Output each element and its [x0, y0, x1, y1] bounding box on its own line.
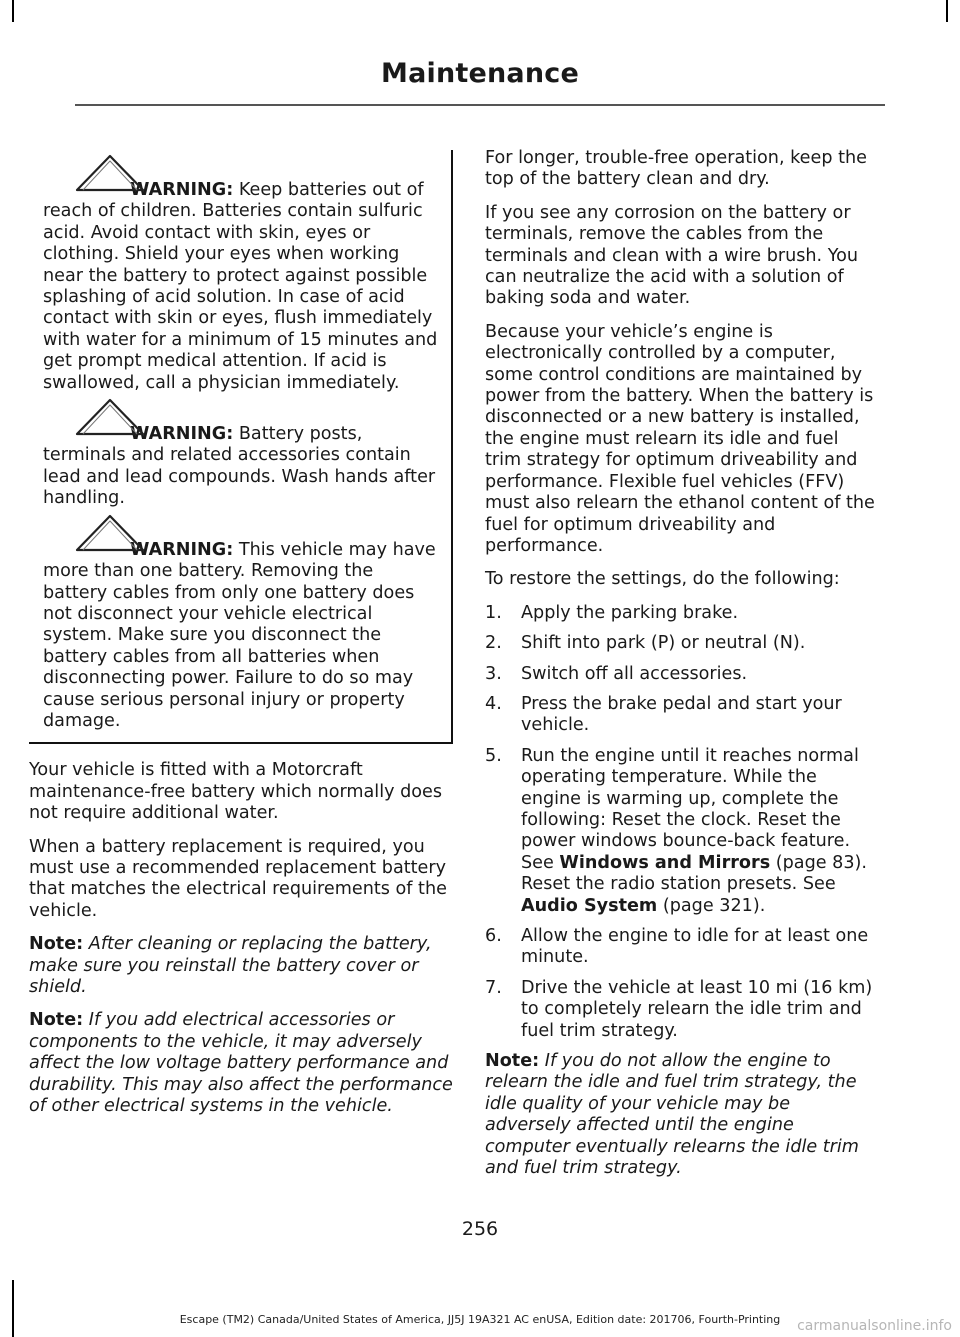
note — [29, 1010, 453, 1117]
step-number: 2. — [485, 633, 502, 654]
step-text: Drive the vehicle at least 10 mi (16 km) to completely relearn the idle trim and fuel trim strategy. — [521, 977, 873, 1041]
right-column — [485, 148, 880, 1191]
warning-label: WARNING: — [130, 180, 234, 200]
step-text: Switch off all accessories. — [521, 663, 748, 684]
header-divider — [75, 104, 885, 106]
crop-mark-top-left — [12, 0, 14, 22]
warning-label: WARNING: — [130, 539, 234, 560]
watermark: carmanualsonline.info — [797, 1318, 952, 1334]
left-body — [27, 760, 453, 1117]
warning-label: WARNING: — [130, 424, 234, 445]
note-text: If you do not allow the engine to relearn the idle and fuel trim strategy, the idle quality of your vehicle may be adversely affected until the engine computer eventually relearns the idle trim and fuel trim strategy. — [485, 1051, 859, 1179]
step-number: 5. — [485, 745, 502, 766]
step-number: 6. — [485, 926, 502, 946]
paragraph: For longer, trouble-free operation, keep the top of the battery clean and dry. — [485, 148, 867, 190]
step-text: Allow the engine to idle for at least one minute. — [521, 926, 869, 968]
warning-block — [43, 540, 443, 733]
audio-system-link[interactable]: Audio System — [521, 895, 658, 916]
paragraph: To restore the settings, do the following: — [485, 569, 840, 590]
warning-triangle-icon — [73, 513, 147, 553]
warning-block — [43, 424, 443, 510]
step-text: Apply the parking brake. — [521, 602, 739, 623]
step-text: Shift into park (P) or neutral (N). — [521, 633, 806, 654]
paragraph: When a battery replacement is required, you must use a recommended replacement battery that matches the electrical requirements of the vehicle. — [29, 836, 447, 921]
warning-box — [29, 150, 453, 744]
warning-triangle-icon — [73, 397, 147, 437]
list-item — [485, 633, 880, 654]
paragraph: Because your vehicle’s engine is electronically controlled by a computer, some control conditions are maintained by power from the battery. When the battery is disconnected or a new battery is installed, the engine must relearn its idle and fuel trim strategy for optimum driveability and performance. Flexible fuel vehicles (FFV) must also relearn the ethanol content of the fuel for optimum driveability and performance. — [485, 321, 875, 556]
list-item — [485, 746, 880, 917]
paragraph: If you see any corrosion on the battery or terminals, remove the cables from the terminals and clean with a wire brush. You can neutralize the acid with a solution of baking soda and water. — [485, 202, 859, 309]
list-item — [485, 664, 880, 685]
page-title: Maintenance — [381, 58, 579, 89]
warning-text: Battery posts, terminals and related accessories contain lead and lead compounds. Wash hands after handling. — [43, 424, 436, 509]
step-text: (page 83). Reset the radio station presets. See — [521, 852, 868, 895]
list-item — [485, 694, 880, 737]
step-text: Press the brake pedal and start your vehicle. — [521, 693, 842, 736]
step-number: 7. — [485, 977, 502, 998]
crop-mark-top-right — [946, 0, 948, 22]
left-column — [27, 150, 453, 1129]
note-label: Note: — [29, 934, 84, 955]
list-item — [485, 926, 880, 969]
crop-mark-bottom-left — [12, 1280, 14, 1337]
windows-and-mirrors-link[interactable]: Windows and Mirrors — [559, 852, 771, 873]
note-text: If you add electrical accessories or components to the vehicle, it may adversely affect the low voltage battery performance and durability. This may also affect the performance of other electrical systems in the vehicle. — [29, 1010, 453, 1117]
step-number: 1. — [485, 602, 502, 623]
warning-text: Keep batteries out of reach of children. Batteries contain sulfuric acid. Avoid contact with skin, eyes or clothing. Shield your eyes when working near the battery to protect against possible splashing of acid solution. In case of acid contact with skin or eyes, flush immediately with water for a minimum of 15 minutes and get prompt medical attention. If acid is swallowed, call a physician immediately. — [43, 180, 438, 393]
restore-steps-list — [485, 603, 880, 1042]
note-label: Note: — [485, 1051, 540, 1072]
note-label: Note: — [29, 1010, 84, 1031]
warning-text: This vehicle may have more than one battery. Removing the battery cables from only one battery does not disconnect your vehicle electrical system. Make sure you disconnect the battery cables from all batteries when disconnecting power. Failure to do so may cause serious personal injury or property damage. — [43, 539, 436, 731]
note — [485, 1051, 880, 1179]
step-number: 3. — [485, 663, 502, 684]
warning-triangle-icon — [73, 153, 147, 193]
warning-block — [43, 180, 443, 394]
list-item — [485, 978, 880, 1042]
page-number: 256 — [461, 1218, 499, 1240]
step-text: (page 321). — [657, 895, 766, 916]
note — [29, 934, 453, 998]
paragraph: Your vehicle is fitted with a Motorcraft maintenance-free battery which normally does not require additional water. — [29, 760, 443, 824]
step-text: Run the engine until it reaches normal operating temperature. While the engine is warming up, complete the following: Reset the clock. Reset the power windows bounce-back feature. See — [521, 745, 859, 873]
footer-edition-info: Escape (TM2) Canada/United States of America, JJ5J 19A321 AC enUSA, Edition date: 201706, Fourth-Printing — [179, 1313, 781, 1326]
step-number: 4. — [485, 693, 502, 714]
note-text: After cleaning or replacing the battery, make sure you reinstall the battery cover or shield. — [29, 934, 432, 997]
list-item — [485, 603, 880, 624]
